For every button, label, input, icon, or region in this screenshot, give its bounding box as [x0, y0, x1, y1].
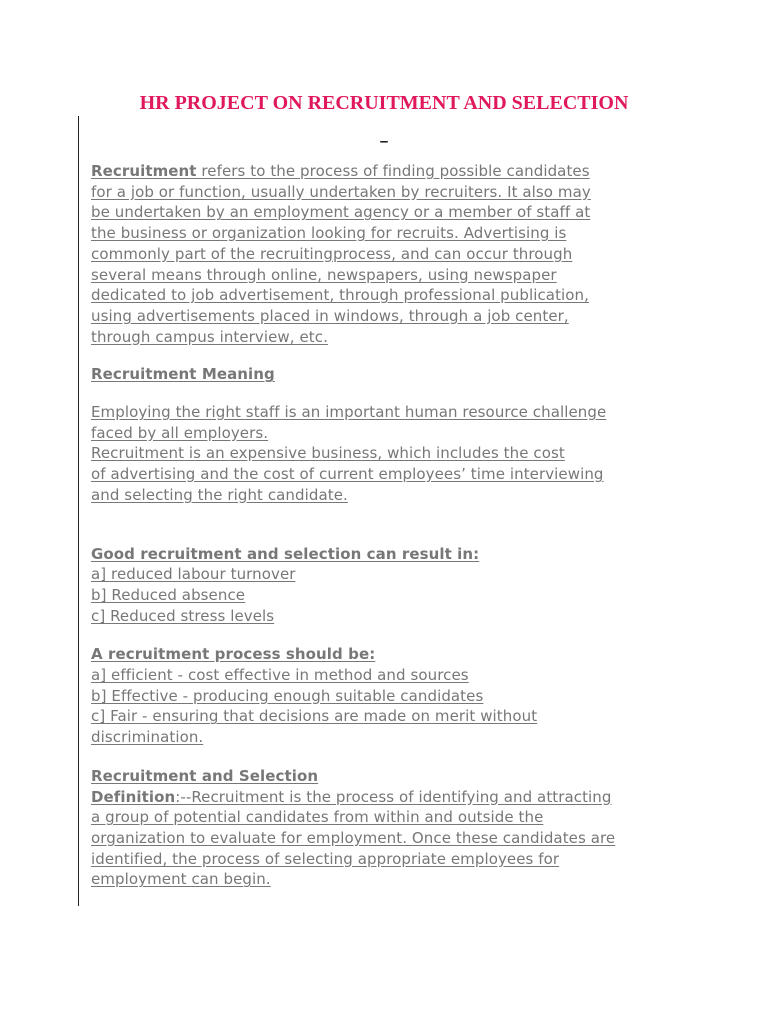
intro-line: through campus interview, etc.	[91, 327, 328, 346]
meaning-paragraph	[91, 402, 691, 506]
process-item: c] Fair - ensuring that decisions are made on merit without	[91, 707, 538, 726]
process-list	[91, 665, 691, 748]
meaning-line: faced by all employers.	[91, 423, 269, 442]
meaning-heading: Recruitment Meaning	[91, 365, 275, 384]
results-list	[91, 564, 691, 626]
intro-line: commonly part of the recruitingprocess, and can occur through	[91, 244, 573, 263]
page-title: HR PROJECT ON RECRUITMENT AND SELECTION	[139, 92, 629, 114]
definition-line: employment can begin.	[91, 870, 271, 889]
results-item: a] reduced labour turnover	[91, 565, 296, 584]
definition-line-1	[91, 787, 691, 808]
meaning-line: Recruitment is an expensive business, which includes the cost	[91, 444, 565, 463]
definition-line: identified, the process of selecting appropriate employees for	[91, 849, 560, 868]
intro-term: Recruitment	[91, 162, 197, 180]
meaning-line: of advertising and the cost of current employees’ time interviewing	[91, 465, 604, 484]
definition-paragraph	[91, 787, 691, 891]
intro-paragraph	[91, 161, 691, 347]
intro-line: several means through online, newspapers, using newspaper	[91, 265, 557, 284]
process-heading: A recruitment process should be:	[91, 645, 376, 664]
process-item: a] efficient - cost effective in method and sources	[91, 666, 469, 685]
title-underscore: _	[380, 125, 388, 143]
left-margin-rule	[78, 116, 79, 906]
intro-line-1-text: refers to the process of finding possible candidates	[196, 162, 590, 180]
definition-line: organization to evaluate for employment. Once these candidates are	[91, 828, 616, 847]
definition-heading: Recruitment and Selection	[91, 766, 319, 785]
process-item: discrimination.	[91, 728, 204, 747]
intro-line: be undertaken by an employment agency or a member of staff at	[91, 203, 591, 222]
meaning-line: Employing the right staff is an important human resource challenge	[91, 403, 607, 422]
intro-line-1	[91, 161, 691, 182]
results-item: c] Reduced stress levels	[91, 606, 275, 625]
intro-line: for a job or function, usually undertaken by recruiters. It also may	[91, 182, 591, 201]
intro-line: the business or organization looking for recruits. Advertising is	[91, 224, 567, 243]
results-heading: Good recruitment and selection can result in:	[91, 544, 480, 563]
process-item: b] Effective - producing enough suitable candidates	[91, 686, 484, 705]
document-body	[91, 161, 691, 890]
definition-label: Definition	[91, 787, 176, 806]
results-item: b] Reduced absence	[91, 585, 246, 604]
definition-line: a group of potential candidates from within and outside the	[91, 808, 544, 827]
meaning-line: and selecting the right candidate.	[91, 485, 348, 504]
intro-line: using advertisements placed in windows, through a job center,	[91, 306, 569, 325]
intro-line: dedicated to job advertisement, through professional publication,	[91, 286, 589, 305]
definition-line-1-text: :--Recruitment is the process of identifying and attracting	[175, 787, 612, 806]
